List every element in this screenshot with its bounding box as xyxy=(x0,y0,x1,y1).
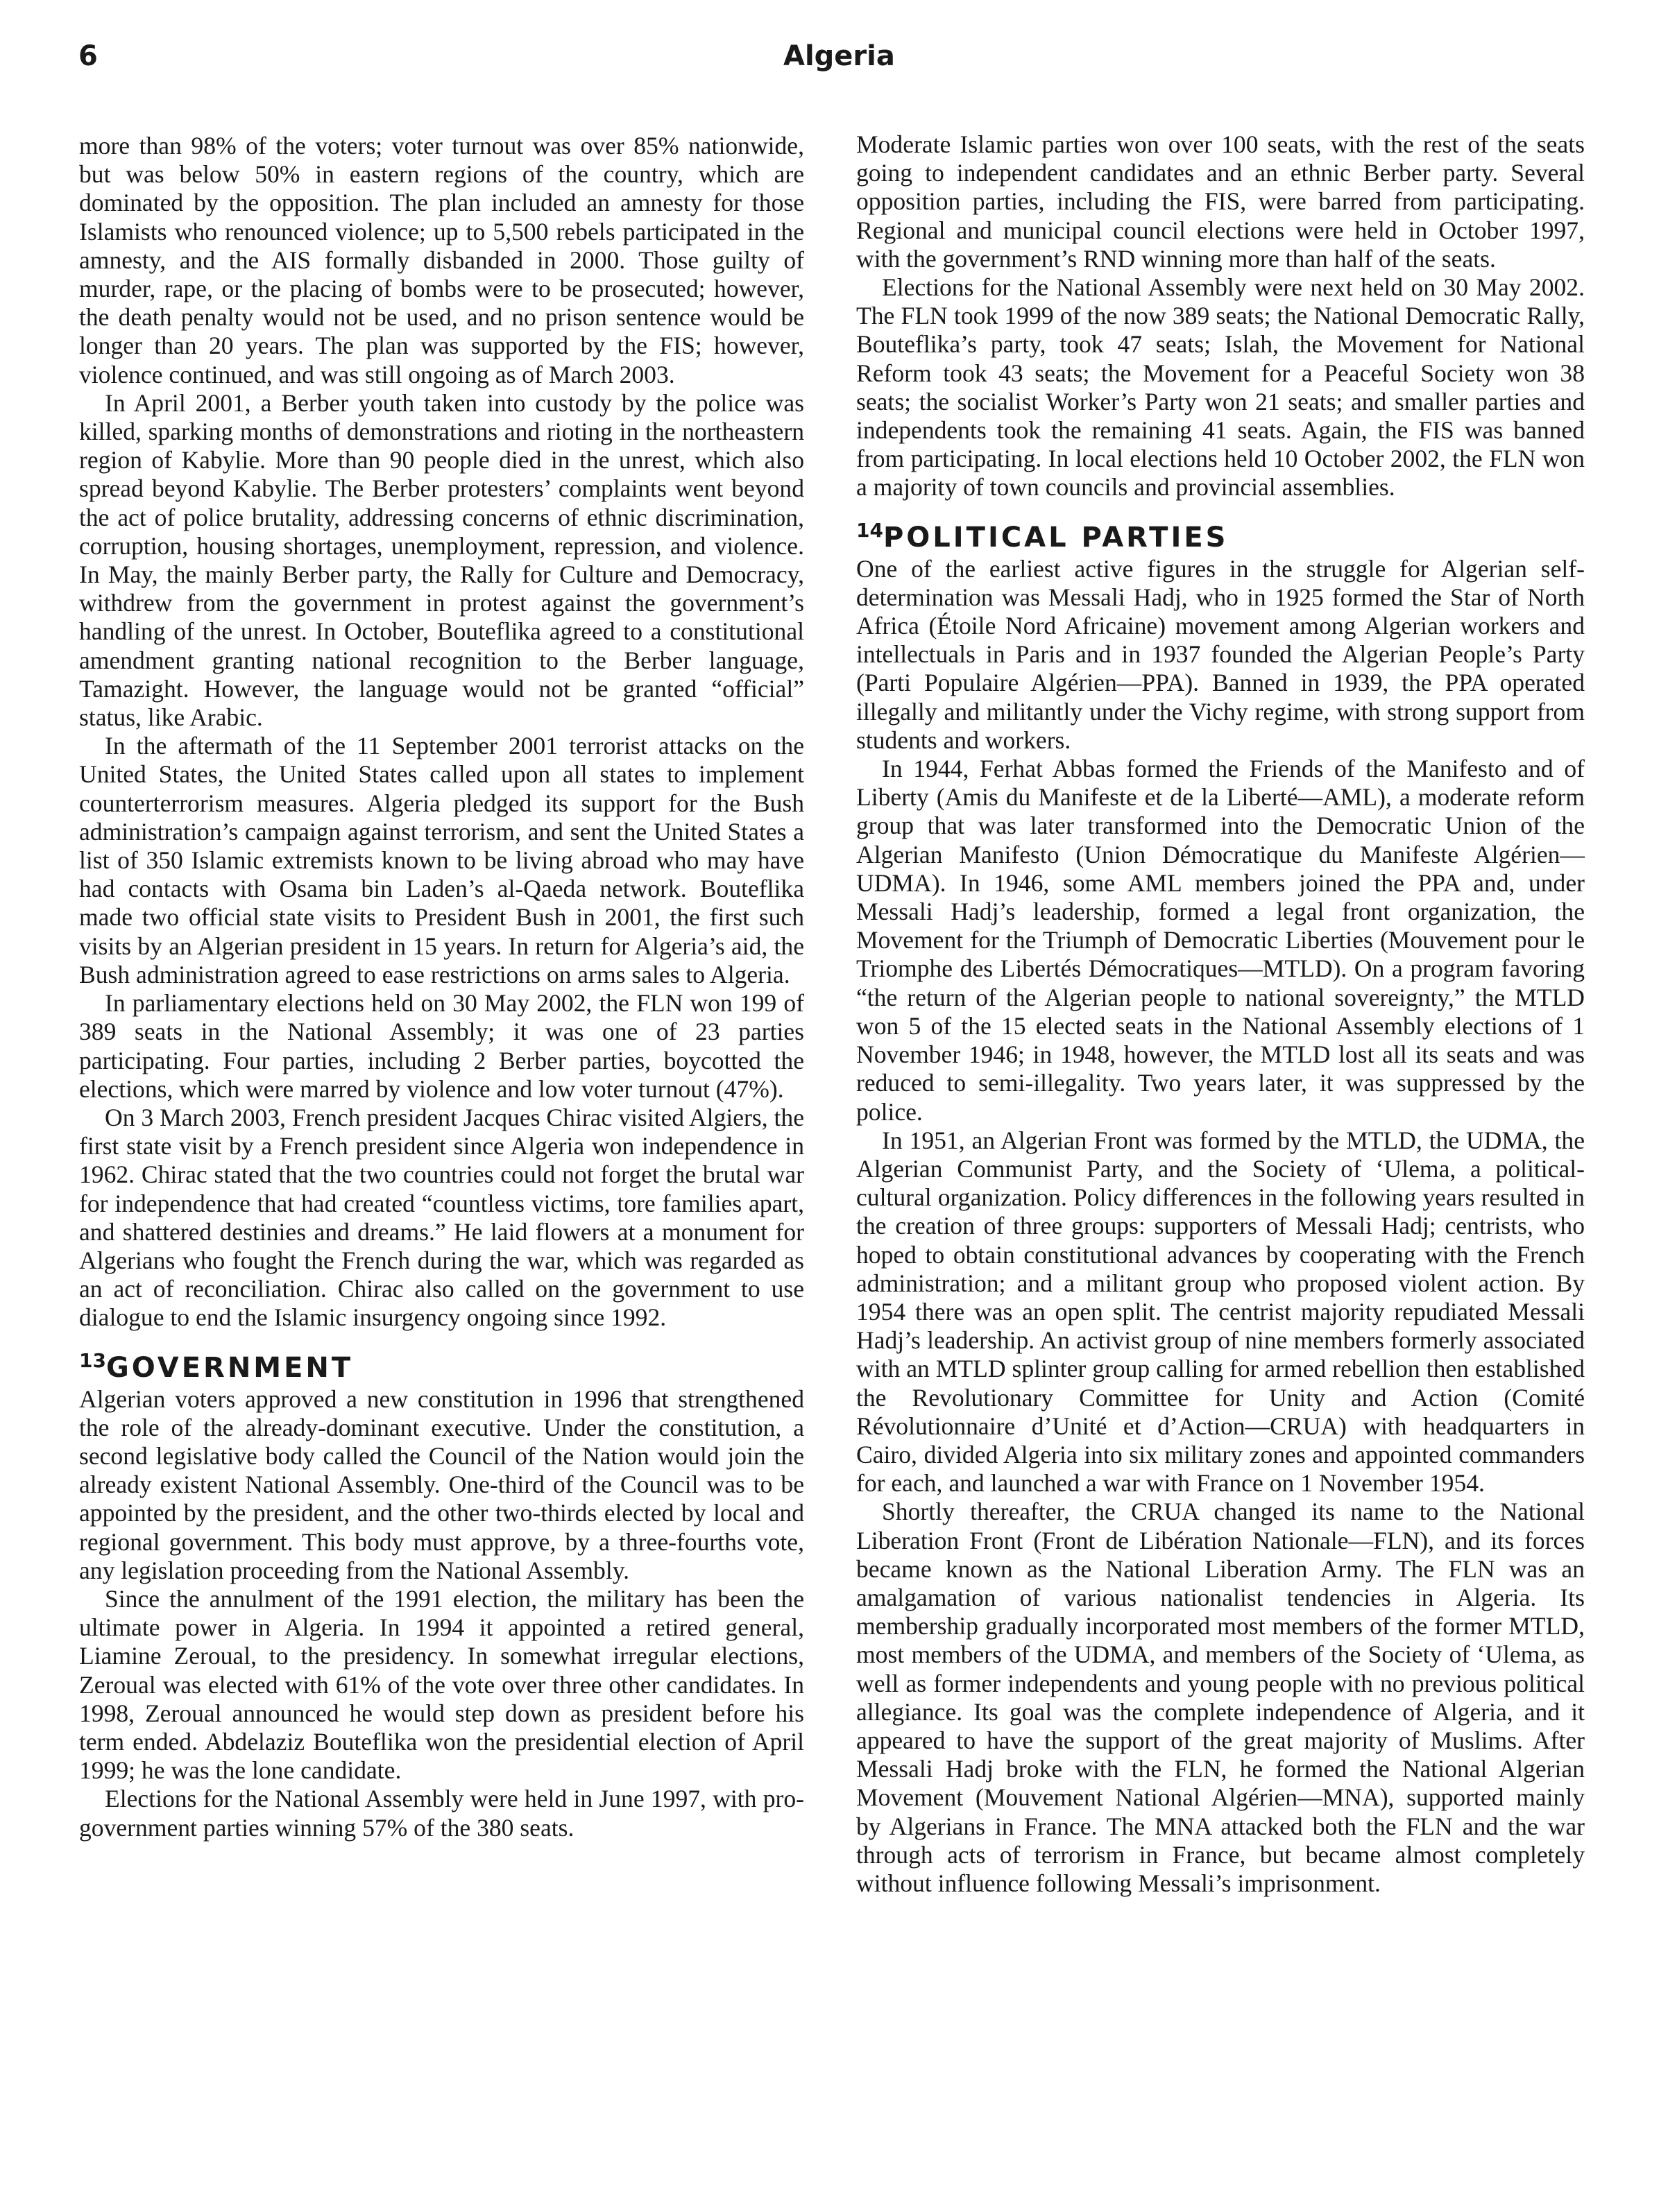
paragraph: Moderate Islamic parties won over 100 seats, with the rest of the seats going to independent candidates and an ethnic Berber party. Several opposition parties, including the FIS, were barred from participating. Regional and municipal council elections were held in October 1997, with the government’s RND winning more than half of the seats. xyxy=(856,130,1585,273)
paragraph: In 1951, an Algerian Front was formed by the MTLD, the UDMA, the Algerian Communist Party, and the Society of ‘Ulema, a political-cultural organization. Policy differences in the following years resulted in the creation of three groups: supporters of Messali Hadj; centrists, who hoped to obtain constitutional advances by cooperating with the French administration; and a militant group who proposed violent action. By 1954 there was an open split. The centrist majority repudiated Messali Hadj’s leadership. An activist group of nine members formerly associated with an MTLD splinter group calling for armed rebellion then established the Revolutionary Committee for Unity and Action (Comité Révolutionnaire d’Unité et d’Action—CRUA) with headquarters in Cairo, divided Algeria into six military zones and appointed commanders for each, and launched a war with France on 1 November 1954. xyxy=(856,1126,1585,1498)
paragraph: Shortly thereafter, the CRUA changed its name to the National Liberation Front (Front de Libération Nationale—FLN), and its forces became known as the National Liberation Army. The FLN was an amalgamation of various nationalist tendencies in Algeria. Its membership gradually incorporated most members of the former MTLD, most members of the UDMA, and members of the Society of ‘Ulema, as well as former independents and young people with no previous political allegiance. Its goal was the complete independence of Algeria, and it appeared to have the support of the great majority of Muslims. After Messali Hadj broke with the FLN, he formed the National Algerian Movement (Mouvement National Algérien—MNA), supported mainly by Algerians in France. The MNA attacked both the FLN and the war through acts of terrorism in France, but became almost completely without influence following Messali’s imprisonment. xyxy=(856,1498,1585,1897)
paragraph: Elections for the National Assembly were next held on 30 May 2002. The FLN took 1999 of the now 389 seats; the National Democratic Rally, Bouteflika’s party, took 47 seats; Islah, the Movement for National Reform took 43 seats; the Movement for a Peaceful Society won 38 seats; the socialist Worker’s Party won 21 seats; and smaller parties and independents took the remaining 41 seats. Again, the FIS was banned from participating. In local elections held 10 October 2002, the FLN won a majority of town councils and provincial assemblies. xyxy=(856,273,1585,501)
paragraph: In the aftermath of the 11 September 2001 terrorist attacks on the United States, the United States called upon all states to implement counterterrorism measures. Algeria pledged its support for the Bush administration’s campaign against terrorism, and sent the United States a list of 350 Islamic extremists known to be living abroad who may have had contacts with Osama bin Laden’s al-Qaeda network. Bouteflika made two official state visits to President Bush in 2001, the first such visits by an Algerian president in 15 years. In return for Algeria’s aid, the Bush administration agreed to ease restrictions on arms sales to Algeria. xyxy=(79,732,804,988)
section-number: 13 xyxy=(79,1348,106,1372)
paragraph: On 3 March 2003, French president Jacques Chirac visited Algiers, the first state visit by a French president since Algeria won independence in 1962. Chirac stated that the two countries could not forget the brutal war for independence that had created “countless victims, tore families apart, and shattered destinies and dreams.” He laid flowers at a monument for Algerians who fought the French during the war, which was regarded as an act of reconciliation. Chirac also called on the government to use dialogue to end the Islamic insurgency ongoing since 1992. xyxy=(79,1103,804,1332)
paragraph: In parliamentary elections held on 30 May 2002, the FLN won 199 of 389 seats in the National Assembly; it was one of 23 parties participating. Four parties, including 2 Berber parties, boycotted the elections, which were marred by violence and low voter turnout (47%). xyxy=(79,989,804,1103)
page-number: 6 xyxy=(78,40,98,72)
section-heading-political-parties xyxy=(856,518,1585,554)
paragraph: In 1944, Ferhat Abbas formed the Friends of the Manifesto and of Liberty (Amis du Manifeste et de la Liberté—AML), a moderate reform group that was later transformed into the Democratic Union of the Algerian Manifesto (Union Démocratique du Manifeste Algérien—UDMA). In 1946, some AML members joined the PPA and, under Messali Hadj’s leadership, formed a legal front organization, the Movement for the Triumph of Democratic Liberties (Mouvement pour le Triomphe des Libertés Démocratiques—MTLD). On a program favoring “the return of the Algerian people to national sovereignty,” the MTLD won 5 of the 15 elected seats in the National Assembly elections of 1 November 1946; in 1948, however, the MTLD lost all its seats and was reduced to semi-illegality. Two years later, it was suppressed by the police. xyxy=(856,755,1585,1126)
paragraph: In April 2001, a Berber youth taken into custody by the police was killed, sparking months of demonstrations and rioting in the northeastern region of Kabylie. More than 90 people died in the unrest, which also spread beyond Kabylie. The Berber protesters’ complaints went beyond the act of police brutality, addressing concerns of ethnic discrimination, corruption, housing shortages, unemployment, repression, and violence. In May, the mainly Berber party, the Rally for Culture and Democracy, withdrew from the government in protest against the government’s handling of the unrest. In October, Bouteflika agreed to a constitutional amendment granting national recognition to the Berber language, Tamazight. However, the language would not be granted “official” status, like Arabic. xyxy=(79,388,804,732)
paragraph: One of the earliest active figures in the struggle for Algerian self-determination was Messali Hadj, who in 1925 formed the Star of North Africa (Étoile Nord Africaine) movement among Algerian workers and intellectuals in Paris and in 1937 founded the Algerian People’s Party (Parti Populaire Algérien—PPA). Banned in 1939, the PPA operated illegally and militantly under the Vichy regime, with strong support from students and workers. xyxy=(856,554,1585,754)
section-title: GOVERNMENT xyxy=(105,1351,354,1384)
section-number: 14 xyxy=(856,518,883,542)
running-header-title: Algeria xyxy=(783,40,895,72)
section-heading-government xyxy=(79,1348,804,1384)
section-title: POLITICAL PARTIES xyxy=(883,521,1229,554)
right-column xyxy=(856,130,1585,1898)
paragraph: Since the annulment of the 1991 election, the military has been the ultimate power in Algeria. In 1994 it appointed a retired general, Liamine Zeroual, to the presidency. In somewhat irregular elections, Zeroual was elected with 61% of the vote over three other candidates. In 1998, Zeroual announced he would step down as president before his term ended. Abdelaziz Bouteflika won the presidential election of April 1999; he was the lone candidate. xyxy=(79,1584,804,1785)
paragraph: Elections for the National Assembly were held in June 1997, with pro-government parties winning 57% of the 380 seats. xyxy=(79,1785,804,1842)
paragraph: Algerian voters approved a new constitution in 1996 that strengthened the role of the already-dominant executive. Under the constitution, a second legislative body called the Council of the Nation would join the already existent National Assembly. One-third of the Council was to be appointed by the president, and the other two-thirds elected by local and regional government. This body must approve, by a three-fourths vote, any legislation proceeding from the National Assembly. xyxy=(79,1384,804,1584)
left-column xyxy=(79,132,804,1842)
paragraph: more than 98% of the voters; voter turnout was over 85% nationwide, but was below 50% in eastern regions of the country, which are dominated by the opposition. The plan included an amnesty for those Islamists who renounced violence; up to 5,500 rebels participated in the amnesty, and the AIS formally disbanded in 2000. Those guilty of murder, rape, or the placing of bombs were to be prosecuted; however, the death penalty would not be used, and no prison sentence would be longer than 20 years. The plan was supported by the FIS; however, violence continued, and was still ongoing as of March 2003. xyxy=(79,132,804,388)
